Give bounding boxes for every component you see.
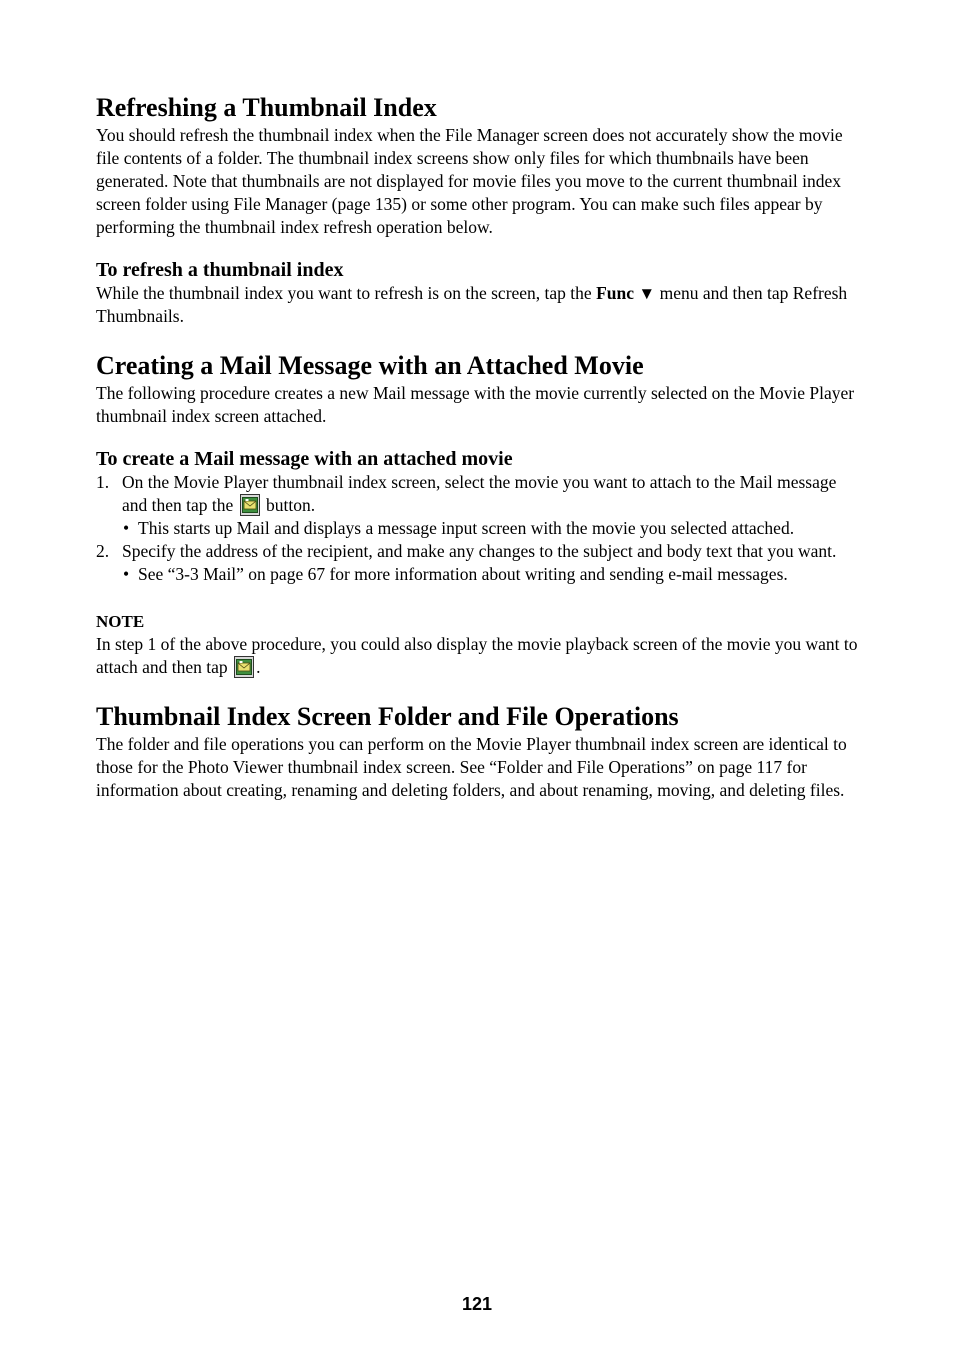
folder-operations-paragraph: The folder and file operations you can perform on the Movie Player thumbnail index screen are identical to those for the Photo Viewer thumbnail index screen. See “Folder and File Operations” on page 117 for information about creating, renaming and deleting folders, and about renaming, moving, and deleting files.	[96, 734, 847, 800]
heading-refreshing: Refreshing a Thumbnail Index	[96, 93, 437, 122]
mail-steps-list	[96, 471, 860, 586]
page-number: 121	[461, 1294, 493, 1314]
refresh-steps-paragraph	[96, 282, 860, 328]
note-text-before: In step 1 of the above procedure, you could also display the movie playback screen of the movie you want to attach and then tap	[96, 634, 858, 677]
step-1-text-before: On the Movie Player thumbnail index screen, select the movie you want to attach to the Mail message and then tap the	[122, 472, 837, 515]
refresh-text-before: While the thumbnail index you want to refresh is on the screen, tap the	[96, 283, 597, 303]
func-menu-label: Func	[596, 283, 635, 303]
step-1	[96, 471, 860, 540]
bullet-item	[122, 563, 860, 586]
mail-attach-icon	[240, 494, 260, 516]
heading-creating-mail: Creating a Mail Message with an Attached Movie	[96, 351, 644, 380]
step-number: 2.	[96, 541, 110, 561]
bullet-item	[122, 517, 860, 540]
refresh-text-after: menu and then tap Refresh Thumbnails.	[96, 283, 848, 326]
step-2-text: Specify the address of the recipient, and make any changes to the subject and body text that you want.	[122, 541, 837, 561]
note-text-after: .	[256, 657, 261, 677]
subheading-refresh: To refresh a thumbnail index	[96, 259, 344, 281]
note-paragraph	[96, 633, 860, 679]
step-2	[96, 540, 860, 586]
subheading-create-mail: To create a Mail message with an attached movie	[96, 448, 513, 470]
step-2-bullets	[122, 563, 860, 586]
note-label: NOTE	[96, 612, 145, 631]
heading-folder-operations: Thumbnail Index Screen Folder and File Operations	[96, 702, 679, 731]
bullet-text: This starts up Mail and displays a message input screen with the movie you selected attached.	[138, 518, 795, 538]
refresh-intro-paragraph: You should refresh the thumbnail index when the File Manager screen does not accurately show the movie file contents of a folder. The thumbnail index screens show only files for which thumbnails have been generated. Note that thumbnails are not displayed for movie files you move to the current thumbnail index screen folder using File Manager (page 135) or some other program. You can make such files appear by performing the thumbnail index refresh operation below.	[96, 125, 843, 237]
bullet-text: See “3-3 Mail” on page 67 for more information about writing and sending e-mail messages.	[138, 564, 788, 584]
triangle-down-icon: ▼	[638, 284, 656, 303]
mail-attach-icon	[234, 656, 254, 678]
step-number: 1.	[96, 472, 110, 492]
bullet-mark: •	[123, 518, 130, 538]
mail-intro-paragraph: The following procedure creates a new Mail message with the movie currently selected on the Movie Player thumbnail index screen attached.	[96, 383, 855, 426]
step-1-bullets	[122, 517, 860, 540]
step-1-text-after: button.	[261, 495, 316, 515]
bullet-mark: •	[123, 564, 130, 584]
page-content	[96, 92, 860, 802]
